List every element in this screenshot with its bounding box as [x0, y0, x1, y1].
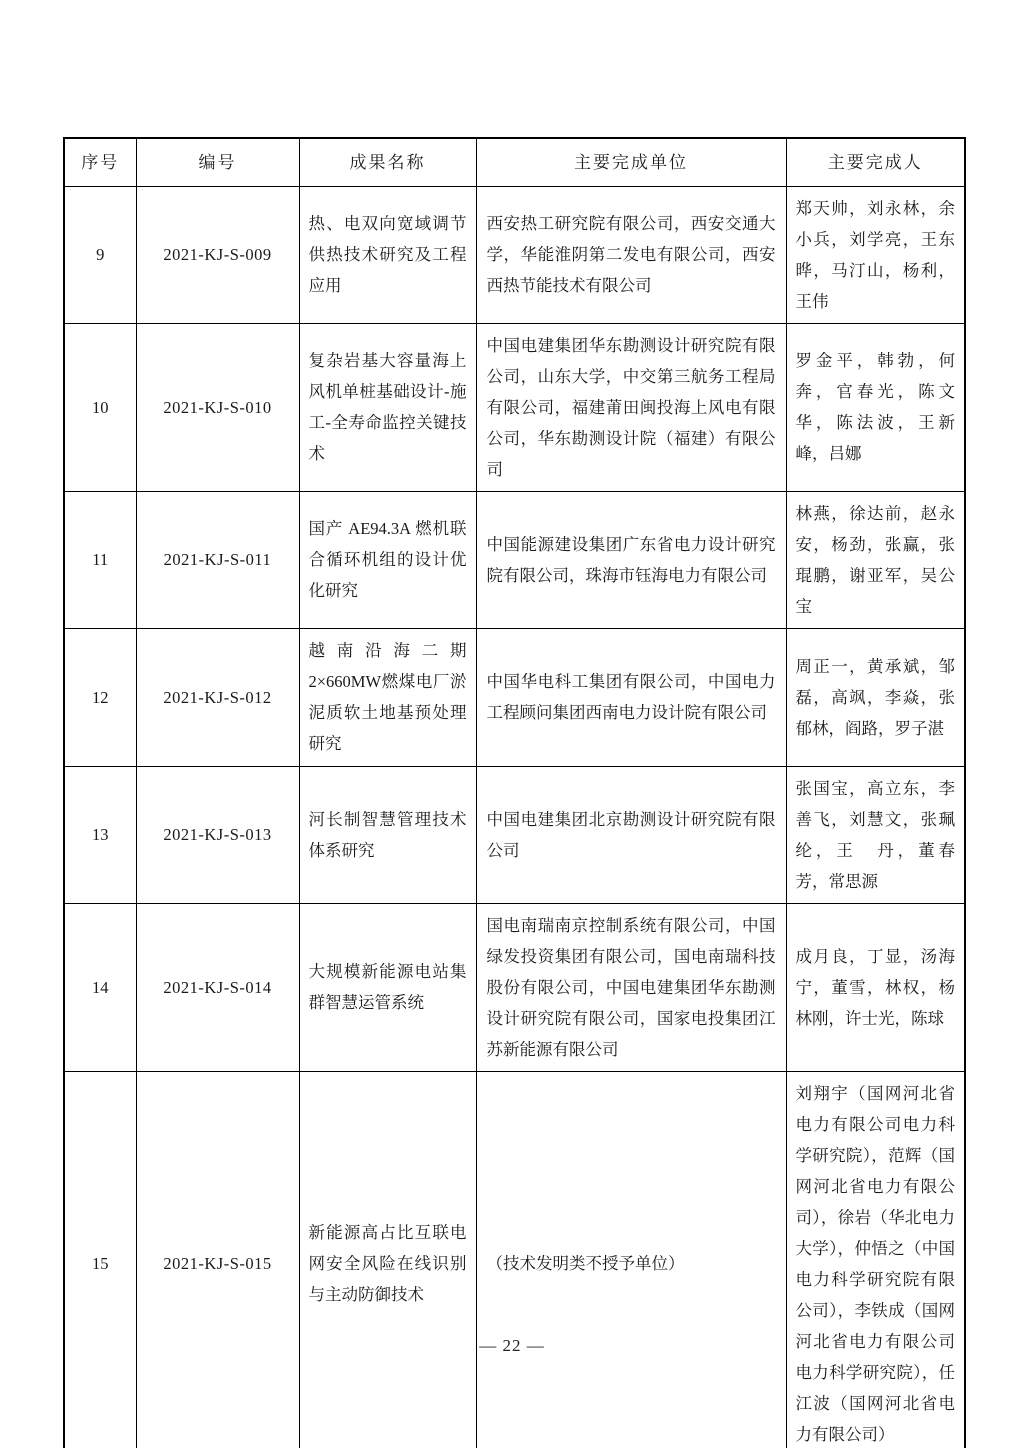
table-row — [64, 766, 965, 903]
cell-people: 刘翔宇（国网河北省电力有限公司电力科学研究院），范辉（国网河北省电力有限公司），徐岩（华北电力大学），仲悟之（中国电力科学研究院有限公司），李铁成（国网河北省电力有限公司电力科学研究院），任江波（国网河北省电力有限公司） — [786, 1071, 965, 1448]
cell-units: 中国电建集团北京勘测设计研究院有限公司 — [476, 766, 786, 903]
results-table — [63, 137, 966, 1448]
table-row — [64, 323, 965, 491]
cell-code: 2021-KJ-S-011 — [136, 491, 299, 628]
cell-name: 国产 AE94.3A 燃机联合循环机组的设计优化研究 — [299, 491, 476, 628]
cell-people: 成月良，丁显，汤海宁，董雪，林权，杨林刚，许士光，陈球 — [786, 903, 965, 1071]
cell-people: 周正一，黄承斌，邹磊，高飒，李焱，张郁林，阎路，罗子湛 — [786, 628, 965, 766]
table-row — [64, 628, 965, 766]
cell-name: 河长制智慧管理技术体系研究 — [299, 766, 476, 903]
cell-code: 2021-KJ-S-012 — [136, 628, 299, 766]
cell-no: 9 — [64, 186, 136, 323]
cell-name: 热、电双向宽域调节供热技术研究及工程应用 — [299, 186, 476, 323]
cell-name: 新能源高占比互联电网安全风险在线识别与主动防御技术 — [299, 1071, 476, 1448]
cell-people: 郑天帅，刘永林，余小兵，刘学亮，王东晔，马汀山，杨利，王伟 — [786, 186, 965, 323]
cell-code: 2021-KJ-S-015 — [136, 1071, 299, 1448]
cell-no: 14 — [64, 903, 136, 1071]
cell-units: 中国电建集团华东勘测设计研究院有限公司，山东大学，中交第三航务工程局有限公司，福建莆田闽投海上风电有限公司，华东勘测设计院（福建）有限公司 — [476, 323, 786, 491]
header-code: 编号 — [136, 138, 299, 186]
cell-units: 国电南瑞南京控制系统有限公司，中国绿发投资集团有限公司，国电南瑞科技股份有限公司，中国电建集团华东勘测设计研究院有限公司，国家电投集团江苏新能源有限公司 — [476, 903, 786, 1071]
table-row — [64, 903, 965, 1071]
cell-no: 13 — [64, 766, 136, 903]
cell-no: 12 — [64, 628, 136, 766]
cell-name: 越南沿海二期 2×660MW燃煤电厂淤泥质软土地基预处理研究 — [299, 628, 476, 766]
cell-code: 2021-KJ-S-014 — [136, 903, 299, 1071]
cell-name: 复杂岩基大容量海上风机单桩基础设计-施工-全寿命监控关键技术 — [299, 323, 476, 491]
cell-units: （技术发明类不授予单位） — [476, 1071, 786, 1448]
cell-name: 大规模新能源电站集群智慧运管系统 — [299, 903, 476, 1071]
cell-no: 10 — [64, 323, 136, 491]
table-header — [64, 138, 965, 186]
header-no: 序号 — [64, 138, 136, 186]
cell-units: 中国华电科工集团有限公司，中国电力工程顾问集团西南电力设计院有限公司 — [476, 628, 786, 766]
page-number: — 22 — — [479, 1336, 545, 1355]
cell-people: 罗金平，韩勃，何奔，官春光，陈文华，陈法波，王新峰，吕娜 — [786, 323, 965, 491]
cell-code: 2021-KJ-S-013 — [136, 766, 299, 903]
header-people: 主要完成人 — [786, 138, 965, 186]
cell-no: 15 — [64, 1071, 136, 1448]
header-row — [64, 138, 965, 186]
cell-units: 西安热工研究院有限公司，西安交通大学，华能淮阴第二发电有限公司，西安西热节能技术有限公司 — [476, 186, 786, 323]
cell-code: 2021-KJ-S-010 — [136, 323, 299, 491]
table-row — [64, 1071, 965, 1448]
table-body — [64, 186, 965, 1448]
header-units: 主要完成单位 — [476, 138, 786, 186]
cell-no: 11 — [64, 491, 136, 628]
table-row — [64, 491, 965, 628]
header-name: 成果名称 — [299, 138, 476, 186]
cell-people: 张国宝，高立东，李善飞，刘慧文，张珮纶，王 丹，董春芳，常思源 — [786, 766, 965, 903]
cell-units: 中国能源建设集团广东省电力设计研究院有限公司，珠海市钰海电力有限公司 — [476, 491, 786, 628]
table-row — [64, 186, 965, 323]
cell-people: 林燕，徐达前，赵永安，杨劲，张赢，张琨鹏，谢亚军，吴公宝 — [786, 491, 965, 628]
cell-code: 2021-KJ-S-009 — [136, 186, 299, 323]
